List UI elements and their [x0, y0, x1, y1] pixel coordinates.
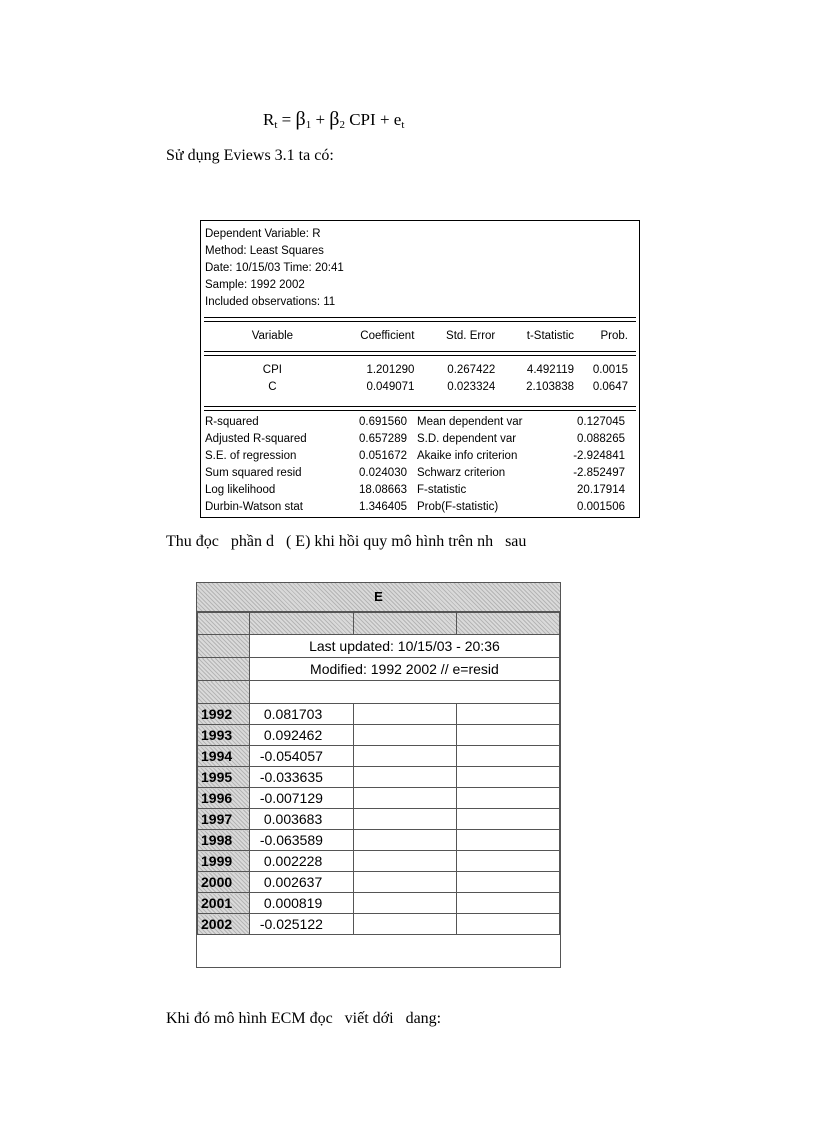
- year-label: 1999: [198, 851, 250, 872]
- regression-header: [205, 226, 344, 311]
- coefficient-cell: 0.049071: [366, 381, 415, 393]
- series-title: E: [197, 583, 560, 612]
- value-cell[interactable]: 0.000819: [249, 893, 353, 914]
- header-line: Sample: 1992 2002: [205, 279, 305, 291]
- stat-value: 0.051672: [359, 450, 407, 462]
- header-line: Dependent Variable: R: [205, 228, 321, 240]
- stat-value: 18.08663: [359, 484, 407, 496]
- coefficient-cell: 1.201290: [366, 364, 415, 376]
- stat-value: 0.127045: [577, 416, 625, 428]
- table-row: [198, 851, 560, 872]
- table-row: [198, 893, 560, 914]
- value-cell[interactable]: -0.054057: [249, 746, 353, 767]
- stat-value: 0.657289: [359, 433, 407, 445]
- table-row: [198, 725, 560, 746]
- empty-cell[interactable]: [353, 746, 456, 767]
- value-cell[interactable]: -0.063589: [249, 830, 353, 851]
- col-std-error: Std. Error: [446, 330, 496, 342]
- residual-intro-text: Thu đọc phần d ( E) khi hồi quy mô hình trên nh sau: [166, 533, 527, 550]
- empty-cell[interactable]: [456, 809, 559, 830]
- year-label: 2002: [198, 914, 250, 935]
- t-stat-cell: 4.492119: [526, 364, 575, 376]
- empty-cell[interactable]: [353, 809, 456, 830]
- value-cell[interactable]: -0.025122: [249, 914, 353, 935]
- value-cell[interactable]: -0.033635: [249, 767, 353, 788]
- empty-cell[interactable]: [353, 767, 456, 788]
- eq-err-sub: t: [401, 119, 405, 131]
- stat-value: 0.088265: [577, 433, 625, 445]
- year-label: 2000: [198, 872, 250, 893]
- table-row: [198, 830, 560, 851]
- ecm-intro-text: Khi đó mô hình ECM đọc viết dới dang:: [166, 1010, 442, 1027]
- col-t-statistic: t-Statistic: [526, 330, 575, 342]
- empty-cell[interactable]: [456, 851, 559, 872]
- value-cell[interactable]: 0.002637: [249, 872, 353, 893]
- col-prob: Prob.: [600, 330, 628, 342]
- table-row: [205, 465, 625, 482]
- year-label: 1995: [198, 767, 250, 788]
- eq-beta1: β: [295, 108, 306, 130]
- empty-cell[interactable]: [353, 851, 456, 872]
- year-label: 1994: [198, 746, 250, 767]
- table-row: [198, 704, 560, 725]
- stat-value: 20.17914: [577, 484, 625, 496]
- row-header: [198, 658, 250, 681]
- table-row: [198, 872, 560, 893]
- year-label: 1993: [198, 725, 250, 746]
- year-label: 1996: [198, 788, 250, 809]
- last-updated-cell: Last updated: 10/15/03 - 20:36: [249, 635, 559, 658]
- prob-cell: 0.0015: [592, 364, 628, 376]
- stat-label: Akaike info criterion: [417, 450, 518, 462]
- header-line: Method: Least Squares: [205, 245, 324, 257]
- table-row: [198, 767, 560, 788]
- stat-value: 0.691560: [359, 416, 407, 428]
- table-row: [205, 379, 628, 396]
- stat-label: Prob(F-statistic): [417, 501, 499, 513]
- series-grid: [197, 612, 560, 935]
- eq-err: e: [393, 110, 402, 129]
- stat-label: S.E. of regression: [205, 450, 297, 462]
- empty-cell[interactable]: [353, 830, 456, 851]
- column-header[interactable]: [249, 613, 353, 635]
- stat-value: 1.346405: [359, 501, 407, 513]
- stat-value: -2.924841: [573, 450, 625, 462]
- eq-lhs-sub: t: [274, 119, 278, 131]
- modified-cell: Modified: 1992 2002 // e=resid: [249, 658, 559, 681]
- empty-cell[interactable]: [456, 746, 559, 767]
- regression-output: [200, 220, 640, 518]
- intro-text: Sử dụng Eviews 3.1 ta có:: [166, 147, 334, 164]
- value-cell[interactable]: 0.002228: [249, 851, 353, 872]
- empty-cell[interactable]: [353, 704, 456, 725]
- table-row: [198, 746, 560, 767]
- value-cell[interactable]: -0.007129: [249, 788, 353, 809]
- table-row: [205, 362, 628, 379]
- year-label: 1992: [198, 704, 250, 725]
- value-cell[interactable]: 0.092462: [249, 725, 353, 746]
- col-coefficient: Coefficient: [360, 330, 415, 342]
- empty-cell[interactable]: [456, 704, 559, 725]
- std-error-cell: 0.023324: [447, 381, 496, 393]
- stat-value: -2.852497: [573, 467, 625, 479]
- coef-table: [205, 362, 628, 396]
- empty-cell[interactable]: [353, 893, 456, 914]
- stat-label: S.D. dependent var: [417, 433, 517, 445]
- divider: [204, 406, 636, 411]
- stat-label: Sum squared resid: [205, 467, 302, 479]
- series-spreadsheet: [196, 582, 561, 968]
- year-label: 1998: [198, 830, 250, 851]
- table-row: [198, 788, 560, 809]
- std-error-cell: 0.267422: [447, 364, 496, 376]
- stat-value: 0.001506: [577, 501, 625, 513]
- stats-table: [205, 414, 625, 516]
- column-header[interactable]: [353, 613, 456, 635]
- empty-cell[interactable]: [353, 725, 456, 746]
- empty-cell[interactable]: [456, 725, 559, 746]
- value-cell[interactable]: 0.081703: [249, 704, 353, 725]
- divider: [204, 317, 636, 322]
- divider: [204, 351, 636, 356]
- stat-label: Mean dependent var: [417, 416, 523, 428]
- empty-cell[interactable]: [456, 830, 559, 851]
- empty-cell[interactable]: [456, 872, 559, 893]
- variable-cell: C: [268, 381, 277, 393]
- row-header: [198, 635, 250, 658]
- table-row: [205, 448, 625, 465]
- coef-header-row: [205, 328, 628, 345]
- eq-beta2-sub: 2: [339, 119, 345, 131]
- column-header[interactable]: [456, 613, 559, 635]
- table-row: [205, 414, 625, 431]
- header-line: Included observations: 11: [205, 296, 336, 308]
- stat-value: 0.024030: [359, 467, 407, 479]
- value-cell[interactable]: 0.003683: [249, 809, 353, 830]
- year-label: 2001: [198, 893, 250, 914]
- eq-lhs: R: [263, 110, 275, 129]
- stat-label: F-statistic: [417, 484, 467, 496]
- empty-cell[interactable]: [353, 914, 456, 935]
- header-line: Date: 10/15/03 Time: 20:41: [205, 262, 344, 274]
- t-stat-cell: 2.103838: [526, 381, 575, 393]
- table-row: [205, 431, 625, 448]
- blank-cell[interactable]: [249, 681, 559, 704]
- stat-label: Adjusted R-squared: [205, 433, 307, 445]
- regression-equation: $R_t = \beta_1 + \beta_2$ CPI + $e_t$: [263, 108, 405, 131]
- table-row: [205, 499, 625, 516]
- empty-cell[interactable]: [456, 767, 559, 788]
- eq-beta2: β: [329, 108, 340, 130]
- table-row: [205, 482, 625, 499]
- eq-beta1-sub: 1: [305, 119, 312, 131]
- empty-cell[interactable]: [456, 914, 559, 935]
- empty-cell[interactable]: [353, 788, 456, 809]
- corner-cell: [198, 613, 250, 635]
- stat-label: Durbin-Watson stat: [205, 501, 303, 513]
- variable-cell: CPI: [262, 364, 282, 376]
- stat-label: Schwarz criterion: [417, 467, 506, 479]
- stat-label: R-squared: [205, 416, 259, 428]
- empty-cell[interactable]: [456, 788, 559, 809]
- year-label: 1997: [198, 809, 250, 830]
- row-header: [198, 681, 250, 704]
- col-variable: Variable: [251, 330, 294, 342]
- prob-cell: 0.0647: [592, 381, 628, 393]
- table-row: [198, 809, 560, 830]
- stat-label: Log likelihood: [205, 484, 276, 496]
- table-row: [198, 914, 560, 935]
- empty-cell[interactable]: [456, 893, 559, 914]
- empty-cell[interactable]: [353, 872, 456, 893]
- eq-var: CPI: [349, 110, 376, 129]
